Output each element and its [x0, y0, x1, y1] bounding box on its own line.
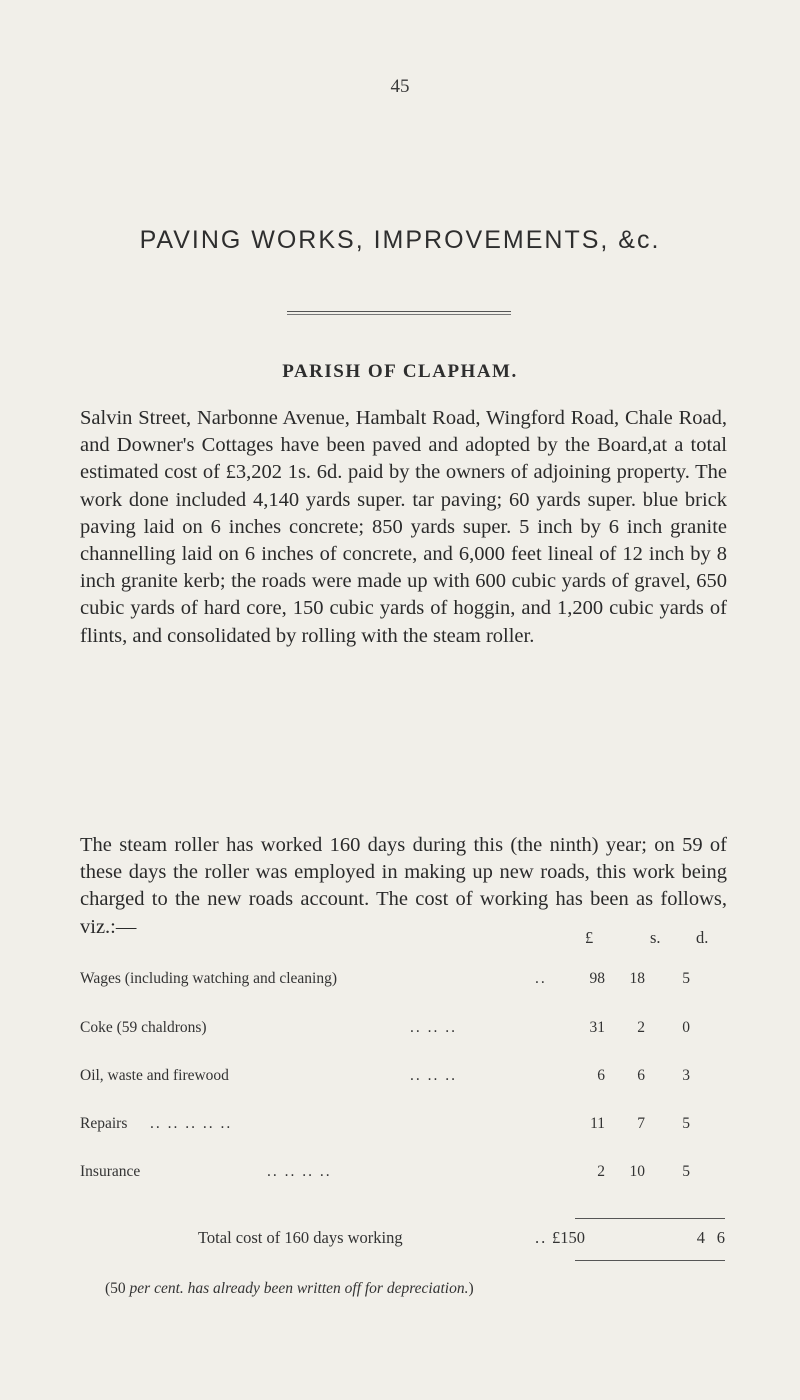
row-pounds: 31: [589, 1019, 605, 1036]
header-pounds: £: [585, 928, 594, 947]
row-label: Coke (59 chaldrons): [80, 1019, 207, 1036]
leader-dots: .. .. ..: [410, 1019, 457, 1036]
leader-dots: .. .. .. .. ..: [150, 1115, 233, 1132]
footnote-italic: per cent. has already been written off for depreciation.: [129, 1280, 469, 1297]
row-pounds: 6: [597, 1067, 605, 1084]
row-pounds: 98: [589, 970, 605, 987]
total-double-rule: [575, 1260, 725, 1261]
row-shillings: 10: [629, 1163, 645, 1180]
total-shillings: 4: [696, 1228, 705, 1247]
row-label: Repairs: [80, 1115, 128, 1132]
title-divider: [287, 311, 511, 315]
paragraph-steam-roller: The steam roller has worked 160 days during this (the ninth) year; on 59 of these days the roller was employed in making up new roads, this work being charged to the new roads account. The cost of working has been as follows, viz.:—: [80, 834, 727, 938]
ledger-row: [80, 1067, 740, 1091]
row-pence: 5: [682, 970, 690, 987]
leader-dots: .. .. ..: [410, 1067, 457, 1084]
footnote: [105, 1280, 474, 1298]
footnote-prefix: (50: [105, 1280, 130, 1297]
total-label: Total cost of 160 days working: [198, 1228, 403, 1247]
total-pounds: £150: [552, 1228, 585, 1247]
leader-dots: ..: [535, 970, 547, 987]
row-label: Insurance: [80, 1163, 141, 1180]
row-label: Oil, waste and firewood: [80, 1067, 229, 1084]
ledger-row: [80, 1019, 740, 1043]
leader-dots: .. .. .. ..: [267, 1163, 332, 1180]
header-shillings: s.: [650, 928, 661, 947]
row-pence: 5: [682, 1115, 690, 1132]
row-shillings: 7: [637, 1115, 645, 1132]
row-label: Wages (including watching and cleaning): [80, 970, 337, 987]
ledger-row: [80, 970, 740, 994]
row-pence: 0: [682, 1019, 690, 1036]
row-shillings: 18: [629, 970, 645, 987]
row-pence: 3: [682, 1067, 690, 1084]
row-shillings: 2: [637, 1019, 645, 1036]
row-pence: 5: [682, 1163, 690, 1180]
row-pounds: 11: [590, 1115, 605, 1132]
row-shillings: 6: [637, 1067, 645, 1084]
section-heading: PARISH OF CLAPHAM.: [282, 361, 518, 382]
page-title: PAVING WORKS, IMPROVEMENTS, &c.: [139, 226, 661, 254]
leader-dots: ..: [535, 1228, 548, 1247]
footnote-suffix: ): [468, 1280, 474, 1297]
row-pounds: 2: [597, 1163, 605, 1180]
total-pence: 6: [716, 1228, 725, 1247]
header-pence: d.: [696, 928, 709, 947]
page-number: 45: [390, 76, 410, 97]
ledger-row: [80, 1163, 740, 1187]
paragraph-paving: Salvin Street, Narbonne Avenue, Hambalt Road, Wingford Road, Chale Road, and Downer's Cottages have been paved and adopted by the Board,at a total estimated cost of £3,202 1s. 6d. paid by the owners of adjoining property. The work done included 4,140 yards super. tar paving; 60 yards super. blue brick paving laid on 6 inches concrete; 850 yards super. 5 inch by 6 inch granite channelling laid on 6 inches of concrete, and 6,000 feet lineal of 12 inch by 8 inch granite kerb; the roads were made up with 600 cubic yards of gravel, 650 cubic yards of hard core, 150 cubic yards of hoggin, and 1,200 cubic yards of flints, and consolidated by rolling with the steam roller.: [80, 407, 727, 647]
sum-rule: [575, 1218, 725, 1219]
ledger-row: [80, 1115, 740, 1139]
